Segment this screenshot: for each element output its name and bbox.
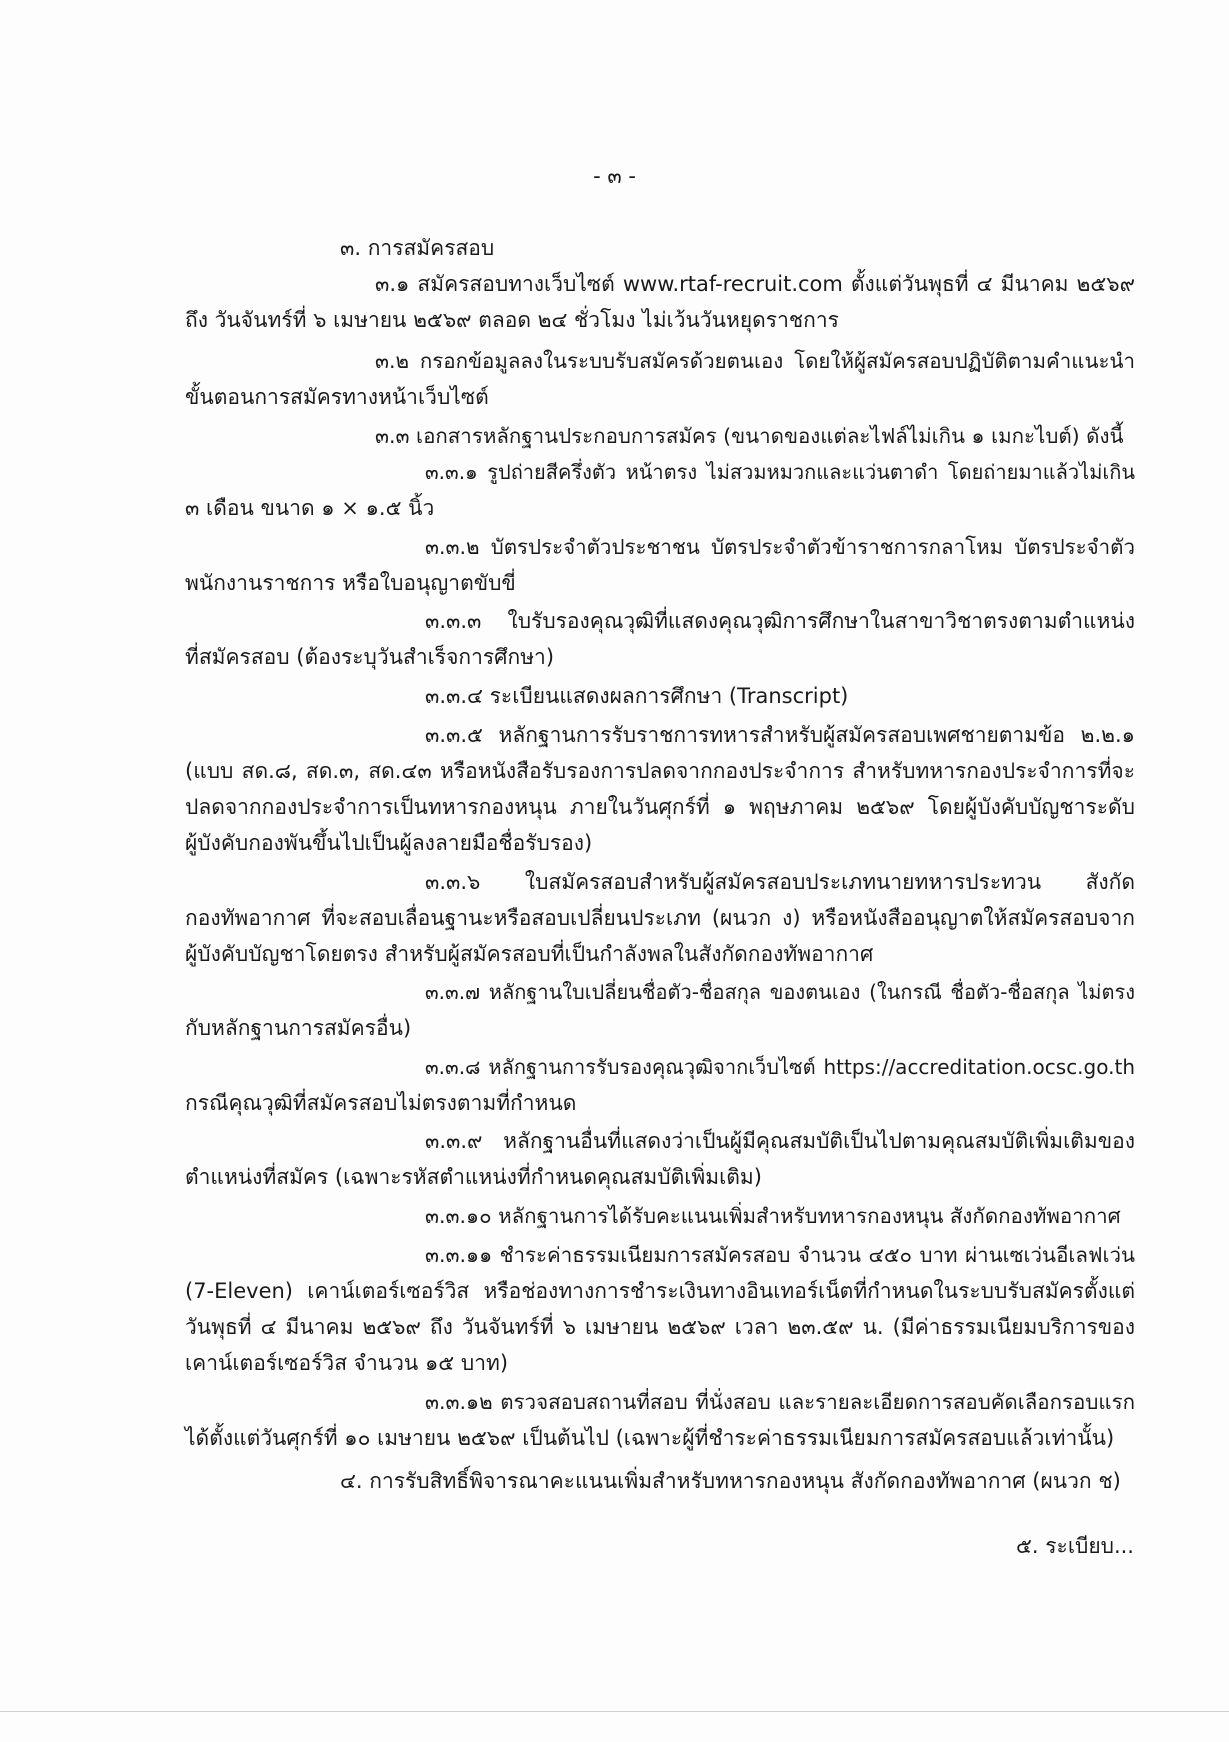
item-3-3-11-line-3: วันพุธที่ ๔ มีนาคม ๒๕๖๙ ถึง วันจันทร์ที่ ๖ เมษายน ๒๕๖๙ เวลา ๒๓.๕๙ น. (มีค่าธรรมเนียมบริการของ — [185, 1315, 1135, 1339]
page-number: - ๓ - — [593, 164, 636, 188]
item-3-3-7-line-1: ๓.๓.๗ หลักฐานใบเปลี่ยนชื่อตัว-ชื่อสกุล ของตนเอง (ในกรณี ชื่อตัว-ชื่อสกุล ไม่ตรง — [425, 980, 1135, 1004]
item-3-3-5-line-2: (แบบ สด.๘, สด.๓, สด.๔๓ หรือหนังสือรับรองการปลดจากกองประจำการ สำหรับทหารกองประจำการที่จะ — [185, 759, 1135, 783]
section-3-heading: ๓. การสมัครสอบ — [340, 236, 495, 260]
item-3-3-6-line-1: ๓.๓.๖ ใบสมัครสอบสำหรับผู้สมัครสอบประเภทนายทหารประทวน สังกัด — [425, 870, 1135, 894]
item-3-2-line-1: ๓.๒ กรอกข้อมูลลงในระบบรับสมัครด้วยตนเอง โดยให้ผู้สมัครสอบปฏิบัติตามคำแนะนำ — [375, 349, 1135, 373]
section-4-heading: ๔. การรับสิทธิ์พิจารณาคะแนนเพิ่มสำหรับทหารกองหนุน สังกัดกองทัพอากาศ (ผนวก ช) — [340, 1469, 1121, 1493]
item-3-3-1-line-1: ๓.๓.๑ รูปถ่ายสีครึ่งตัว หน้าตรง ไม่สวมหมวกและแว่นตาดำ โดยถ่ายมาแล้วไม่เกิน — [425, 460, 1135, 484]
item-3-3-1-line-2: ๓ เดือน ขนาด ๑ × ๑.๕ นิ้ว — [185, 496, 435, 520]
item-3-3-10-line-1: ๓.๓.๑๐ หลักฐานการได้รับคะแนนเพิ่มสำหรับทหารกองหนุน สังกัดกองทัพอากาศ — [425, 1204, 1121, 1228]
item-3-3-5-line-1: ๓.๓.๕ หลักฐานการรับราชการทหารสำหรับผู้สมัครสอบเพศชายตามข้อ ๒.๒.๑ — [425, 723, 1135, 747]
item-3-3-2-line-2: พนักงานราชการ หรือใบอนุญาตขับขี่ — [185, 571, 516, 595]
item-3-3-12-line-2: ได้ตั้งแต่วันศุกร์ที่ ๑๐ เมษายน ๒๕๖๙ เป็นต้นไป (เฉพาะผู้ที่ชำระค่าธรรมเนียมการสมัครสอบแล้วเท่านั้น) — [185, 1426, 1115, 1450]
item-3-3-8-line-2: กรณีคุณวุฒิที่สมัครสอบไม่ตรงตามที่กำหนด — [185, 1091, 577, 1115]
item-3-3-3-line-1: ๓.๓.๓ ใบรับรองคุณวุฒิที่แสดงคุณวุฒิการศึกษาในสาขาวิชาตรงตามตำแหน่ง — [425, 609, 1135, 633]
item-3-3-line-1: ๓.๓ เอกสารหลักฐานประกอบการสมัคร (ขนาดของแต่ละไฟล์ไม่เกิน ๑ เมกะไบต์) ดังนี้ — [375, 424, 1124, 448]
item-3-3-2-line-1: ๓.๓.๒ บัตรประจำตัวประชาชน บัตรประจำตัวข้าราชการกลาโหม บัตรประจำตัว — [425, 535, 1135, 559]
item-3-2-line-2: ขั้นตอนการสมัครทางหน้าเว็บไซต์ — [185, 385, 489, 409]
item-3-3-7-line-2: กับหลักฐานการสมัครอื่น) — [185, 1016, 412, 1040]
page-bottom-edge — [0, 1711, 1229, 1712]
item-3-1-line-1: ๓.๑ สมัครสอบทางเว็บไซต์ www.rtaf-recruit.com ตั้งแต่วันพุธที่ ๔ มีนาคม ๒๕๖๙ — [375, 272, 1135, 296]
item-3-3-9-line-1: ๓.๓.๙ หลักฐานอื่นที่แสดงว่าเป็นผู้มีคุณสมบัติเป็นไปตามคุณสมบัติเพิ่มเติมของ — [425, 1129, 1135, 1153]
item-3-3-11-line-1: ๓.๓.๑๑ ชำระค่าธรรมเนียมการสมัครสอบ จำนวน ๔๕๐ บาท ผ่านเซเว่นอีเลฟเว่น — [425, 1243, 1135, 1267]
continuation-marker: ๕. ระเบียบ... — [1016, 1534, 1134, 1558]
item-3-3-6-line-3: ผู้บังคับบัญชาโดยตรง สำหรับผู้สมัครสอบที่เป็นกำลังพลในสังกัดกองทัพอากาศ — [185, 942, 874, 966]
item-3-3-11-line-4: เคาน์เตอร์เซอร์วิส จำนวน ๑๕ บาท) — [185, 1351, 509, 1375]
item-3-3-11-line-2: (7-Eleven) เคาน์เตอร์เซอร์วิส หรือช่องทางการชำระเงินทางอินเทอร์เน็ตที่กำหนดในระบบรับสมัครตั้งแต่ — [185, 1279, 1135, 1303]
item-3-3-3-line-2: ที่สมัครสอบ (ต้องระบุวันสำเร็จการศึกษา) — [185, 645, 555, 669]
item-3-3-5-line-4: ผู้บังคับกองพันขึ้นไปเป็นผู้ลงลายมือชื่อรับรอง) — [185, 831, 593, 855]
item-3-3-9-line-2: ตำแหน่งที่สมัคร (เฉพาะรหัสตำแหน่งที่กำหนดคุณสมบัติเพิ่มเติม) — [185, 1165, 762, 1189]
item-3-3-8-line-1: ๓.๓.๘ หลักฐานการรับรองคุณวุฒิจากเว็บไซต์ https://accreditation.ocsc.go.th — [425, 1055, 1135, 1079]
item-3-3-6-line-2: กองทัพอากาศ ที่จะสอบเลื่อนฐานะหรือสอบเปลี่ยนประเภท (ผนวก ง) หรือหนังสืออนุญาตให้สมัครสอบจาก — [185, 906, 1135, 930]
item-3-3-4-line-1: ๓.๓.๔ ระเบียนแสดงผลการศึกษา (Transcript) — [425, 684, 849, 708]
item-3-3-12-line-1: ๓.๓.๑๒ ตรวจสอบสถานที่สอบ ที่นั่งสอบ และรายละเอียดการสอบคัดเลือกรอบแรก — [425, 1390, 1135, 1414]
item-3-1-line-2: ถึง วันจันทร์ที่ ๖ เมษายน ๒๕๖๙ ตลอด ๒๔ ชั่วโมง ไม่เว้นวันหยุดราชการ — [185, 308, 839, 332]
item-3-3-5-line-3: ปลดจากกองประจำการเป็นทหารกองหนุน ภายในวันศุกร์ที่ ๑ พฤษภาคม ๒๕๖๙ โดยผู้บังคับบัญชาระดับ — [185, 795, 1135, 819]
